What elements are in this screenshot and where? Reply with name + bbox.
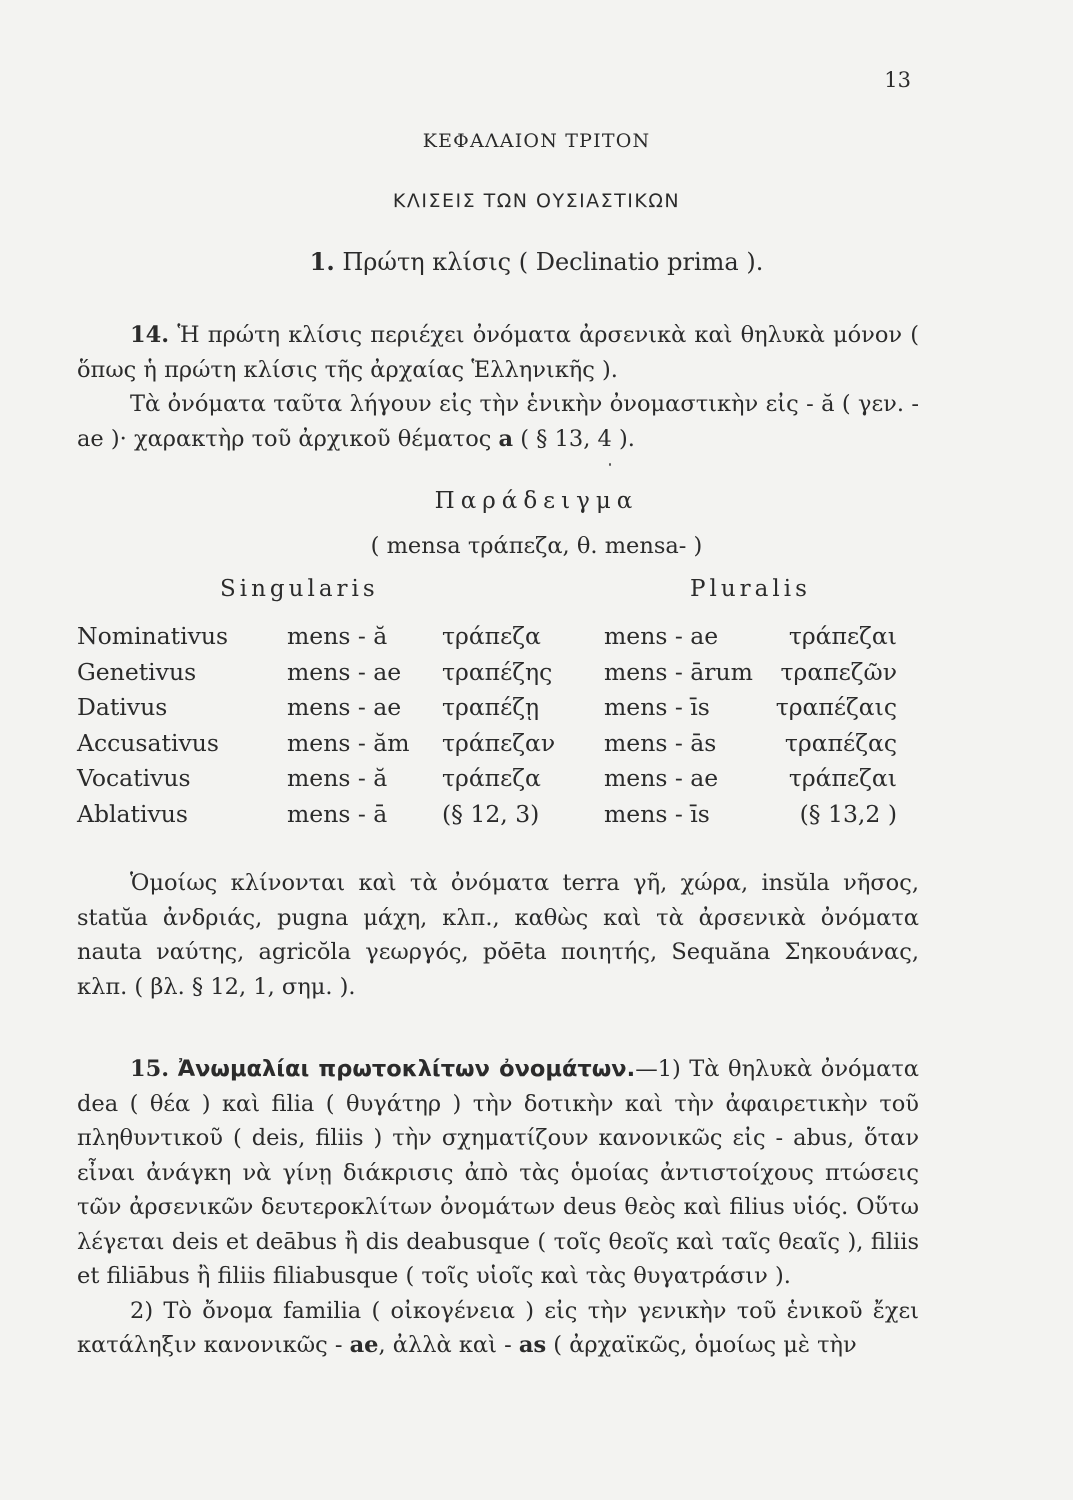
paragraph-15-heading: Ἀνωμαλίαι πρωτοκλίτων ὀνομάτων. bbox=[177, 1056, 636, 1082]
paragraph-15-body bbox=[77, 1052, 919, 1294]
paragraph-15 bbox=[77, 1052, 919, 1363]
chapter-subtitle: ΚΛΙΣΕΙΣ ΤΩΝ ΟΥΣΙΑΣΤΙΚΩΝ bbox=[392, 190, 681, 212]
singular-latin: mens - ae bbox=[287, 693, 402, 721]
singular-greek: τραπέζῃ bbox=[442, 693, 540, 721]
section-number: 1. bbox=[309, 247, 335, 276]
case-name: Ablativus bbox=[77, 799, 188, 828]
similar-declension-paragraph bbox=[77, 866, 919, 1004]
section-heading bbox=[0, 247, 1073, 276]
plural-greek: τραπεζῶν bbox=[780, 657, 897, 686]
plural-latin: mens - ārum bbox=[604, 657, 753, 686]
case-name: Vocativus bbox=[77, 764, 191, 792]
case-name: Accusativus bbox=[77, 728, 219, 757]
paradeigma-heading: Παράδειγμα bbox=[434, 488, 639, 514]
plural-latin: mens - ae bbox=[604, 764, 719, 792]
paragraph-14-number: 14. bbox=[130, 322, 170, 348]
paragraph-14-text2c: ( § 13, 4 ). bbox=[513, 425, 635, 452]
paragraph-14-text2a: Τὰ ὀνόματα ταῦτα λήγουν εἰς τὴν ἑνικὴν ὀνομαστικὴν εἰς - ă ( γεν. - ae )· χαρακτὴρ τοῦ ἀρχικοῦ θέματος bbox=[77, 391, 919, 452]
case-name: Dativus bbox=[77, 693, 168, 721]
paragraph-14-theme-letter: a bbox=[498, 425, 514, 452]
singular-latin: mens - ă bbox=[287, 622, 388, 650]
paragraph-15-2-ending-as: as bbox=[518, 1332, 547, 1358]
plural-latin: mens - īs bbox=[604, 693, 710, 721]
paradeigma-note: ( mensa τράπεζα, θ. mensa- ) bbox=[370, 533, 703, 559]
singular-latin: mens - ăm bbox=[287, 728, 410, 757]
plural-greek: τράπεζαι bbox=[788, 764, 897, 792]
paragraph-15-number: 15. bbox=[130, 1056, 170, 1082]
singularis-header: Singularis bbox=[220, 576, 379, 602]
chapter-title: ΚΕΦΑΛΑΙΟΝ ΤΡΙΤΟΝ bbox=[422, 130, 651, 152]
singular-latin: mens - ā bbox=[287, 799, 388, 828]
paragraph-14-second bbox=[77, 387, 919, 456]
print-speck bbox=[609, 463, 611, 466]
plural-greek: τράπεζαι bbox=[788, 622, 897, 650]
singular-greek: τράπεζα bbox=[442, 764, 541, 792]
plural-latin: mens - īs bbox=[604, 799, 710, 828]
paragraph-15-2-text-c: , ἀλλὰ καὶ - bbox=[378, 1332, 519, 1358]
paragraph-14-text1: Ἡ πρώτη κλίσις περιέχει ὀνόματα ἀρσενικὰ καὶ θηλυκὰ μόνον ( ὅπως ἡ πρώτη κλίσις τῆς ἀρχαίας Ἑλληνικῆς ). bbox=[77, 322, 919, 383]
paragraph-15-2-text-e: ( ἀρχαϊκῶς, ὁμοίως μὲ τὴν bbox=[546, 1332, 857, 1358]
singular-latin: mens - ă bbox=[287, 764, 388, 792]
case-name: Genetivus bbox=[77, 657, 197, 686]
paragraph-15-text: —1) Τὰ θηλυκὰ ὀνόματα dea ( θέα ) καὶ filia ( θυγάτηρ ) τὴν δοτικὴν καὶ τὴν ἀφαιρετικὴν τοῦ πληθυντικοῦ ( deis, filiis ) τὴν σχηματίζουν κανονικῶς εἰς - abus, ὅταν εἶναι ἀνάγκη νὰ γίνῃ διάκρισις ἀπὸ τὰς ὁμοίας ἀντιστοίχους πτώσεις τῶν ἀρσενικῶν δευτεροκλίτων ὀνομάτων deus θεὸς καὶ filius υἱός. Οὕτω λέγεται deis et deābus ἢ dis deabusque ( τοῖς θεοῖς καὶ ταῖς θεαῖς ), filiis et filiābus ἢ filiis filiabusque ( τοῖς υἱοῖς καὶ τὰς θυγατράσιν ). bbox=[77, 1056, 919, 1289]
plural-greek: τραπέζαις bbox=[775, 693, 897, 721]
singular-greek: τραπέζης bbox=[442, 657, 553, 686]
paragraph-14 bbox=[77, 318, 919, 456]
paragraph-15-2-text-a: 2) Τὸ ὄνομα familia ( οἰκογένεια ) εἰς τὴν γενικὴν τοῦ ἑνικοῦ ἔχει κατάληξιν κανονικῶς - bbox=[77, 1297, 919, 1358]
page-number: 13 bbox=[884, 68, 911, 92]
singular-latin: mens - ae bbox=[287, 657, 402, 686]
singular-greek: (§ 12, 3) bbox=[442, 799, 540, 828]
section-title: Πρώτη κλίσις ( Declinatio prima ). bbox=[342, 248, 764, 276]
paragraph-14-first bbox=[77, 318, 919, 387]
singular-greek: τράπεζα bbox=[442, 622, 541, 650]
plural-latin: mens - ās bbox=[604, 728, 717, 757]
paragraph-15-point-2 bbox=[77, 1294, 919, 1363]
paragraph-15-2-ending-ae: ae bbox=[349, 1332, 379, 1358]
singular-greek: τράπεζαν bbox=[442, 728, 556, 757]
plural-greek: (§ 13,2 ) bbox=[799, 799, 897, 828]
plural-latin: mens - ae bbox=[604, 622, 719, 650]
case-name: Nominativus bbox=[77, 622, 229, 650]
similar-declension-text: Ὁμοίως κλίνονται καὶ τὰ ὀνόματα terra γῆ, χώρα, insŭla νῆσος, statŭa ἀνδριάς, pugna μάχη, κλπ., καθὼς καὶ τὰ ἀρσενικὰ ὀνόματα nauta ναύτης, agricŏla γεωργός, pŏēta ποιητής, Sequăna Σηκουάνας, κλπ. ( βλ. § 12, 1, σημ. ). bbox=[77, 870, 919, 1000]
plural-greek: τραπέζας bbox=[784, 728, 897, 757]
pluralis-header: Pluralis bbox=[690, 576, 811, 602]
